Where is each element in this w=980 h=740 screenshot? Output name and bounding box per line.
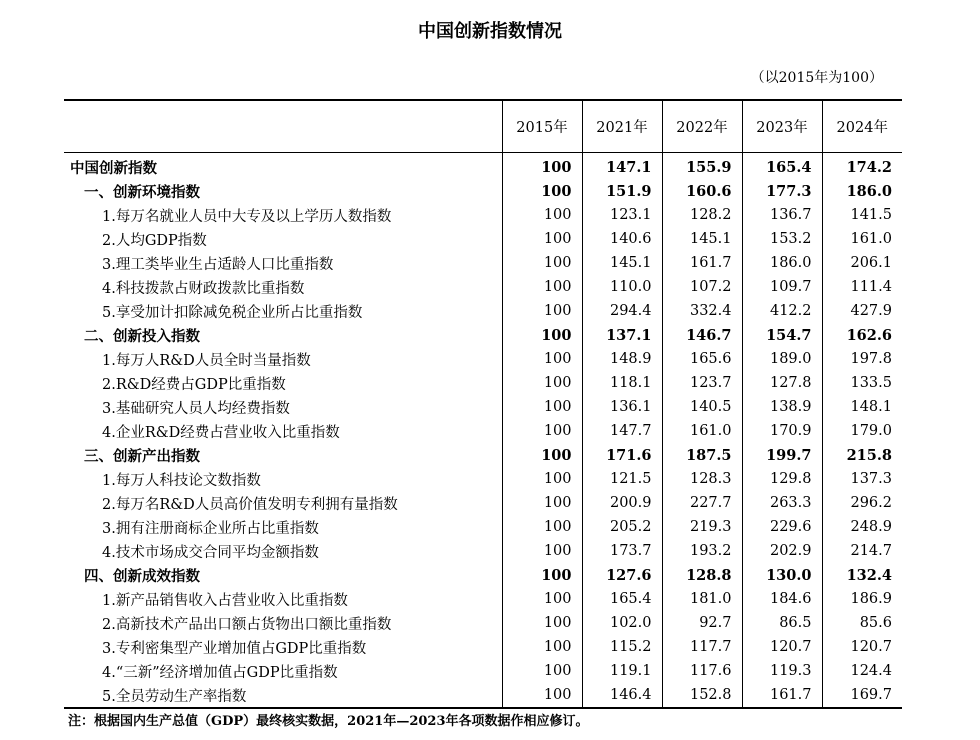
value-cell: 296.2: [822, 491, 902, 515]
value-cell: 117.6: [662, 659, 742, 683]
table-row: [64, 635, 902, 659]
value-cell: 202.9: [742, 539, 822, 563]
value-cell: 100: [502, 539, 582, 563]
value-cell: 174.2: [822, 153, 902, 180]
table-row: [64, 179, 902, 203]
header-year: 2015年: [502, 101, 582, 153]
value-cell: 248.9: [822, 515, 902, 539]
value-cell: 140.5: [662, 395, 742, 419]
table-row: [64, 227, 902, 251]
value-cell: 124.4: [822, 659, 902, 683]
value-cell: 147.7: [582, 419, 662, 443]
value-cell: 145.1: [582, 251, 662, 275]
value-cell: 427.9: [822, 299, 902, 323]
value-cell: 111.4: [822, 275, 902, 299]
header-year: 2022年: [662, 101, 742, 153]
value-cell: 138.9: [742, 395, 822, 419]
value-cell: 154.7: [742, 323, 822, 347]
value-cell: 186.9: [822, 587, 902, 611]
table-row: [64, 587, 902, 611]
row-label: 4.企业R&D经费占营业收入比重指数: [102, 424, 340, 441]
row-label: 4.科技拨款占财政拨款比重指数: [102, 280, 305, 297]
value-cell: 119.3: [742, 659, 822, 683]
row-label: 一、创新环境指数: [84, 183, 200, 201]
value-cell: 169.7: [822, 683, 902, 707]
value-cell: 100: [502, 153, 582, 180]
value-cell: 229.6: [742, 515, 822, 539]
value-cell: 161.7: [742, 683, 822, 707]
value-cell: 86.5: [742, 611, 822, 635]
value-cell: 107.2: [662, 275, 742, 299]
table-row: [64, 539, 902, 563]
row-label: 5.享受加计扣除减免税企业所占比重指数: [102, 304, 363, 321]
value-cell: 102.0: [582, 611, 662, 635]
table-row: [64, 683, 902, 707]
row-label: 1.每万人R&D人员全时当量指数: [102, 352, 311, 369]
row-label: 四、创新成效指数: [84, 567, 200, 585]
row-label: 3.专利密集型产业增加值占GDP比重指数: [102, 640, 367, 657]
value-cell: 160.6: [662, 179, 742, 203]
value-cell: 294.4: [582, 299, 662, 323]
table-row: [64, 491, 902, 515]
value-cell: 141.5: [822, 203, 902, 227]
value-cell: 197.8: [822, 347, 902, 371]
value-cell: 153.2: [742, 227, 822, 251]
value-cell: 165.6: [662, 347, 742, 371]
value-cell: 412.2: [742, 299, 822, 323]
value-cell: 127.8: [742, 371, 822, 395]
value-cell: 109.7: [742, 275, 822, 299]
value-cell: 137.3: [822, 467, 902, 491]
value-cell: 186.0: [742, 251, 822, 275]
page-title: 中国创新指数情况: [418, 21, 562, 42]
value-cell: 128.8: [662, 563, 742, 587]
row-label: 1.每万名就业人员中大专及以上学历人数指数: [102, 208, 392, 225]
value-cell: 179.0: [822, 419, 902, 443]
value-cell: 100: [502, 251, 582, 275]
row-label: 二、创新投入指数: [84, 327, 200, 345]
table-row: [64, 515, 902, 539]
table-header-row: [64, 101, 902, 153]
value-cell: 92.7: [662, 611, 742, 635]
value-cell: 117.7: [662, 635, 742, 659]
value-cell: 332.4: [662, 299, 742, 323]
value-cell: 128.2: [662, 203, 742, 227]
table-row: [64, 153, 902, 180]
row-label: 4.“三新”经济增加值占GDP比重指数: [102, 664, 338, 681]
value-cell: 118.1: [582, 371, 662, 395]
innovation-index-table: [64, 101, 902, 707]
base-year-note: （以2015年为100）: [750, 70, 883, 86]
value-cell: 184.6: [742, 587, 822, 611]
table-row: [64, 203, 902, 227]
table-row: [64, 371, 902, 395]
value-cell: 100: [502, 563, 582, 587]
value-cell: 147.1: [582, 153, 662, 180]
value-cell: 173.7: [582, 539, 662, 563]
value-cell: 100: [502, 179, 582, 203]
value-cell: 187.5: [662, 443, 742, 467]
table-row: [64, 395, 902, 419]
value-cell: 137.1: [582, 323, 662, 347]
row-label: 2.R&D经费占GDP比重指数: [102, 376, 286, 393]
value-cell: 161.7: [662, 251, 742, 275]
value-cell: 263.3: [742, 491, 822, 515]
table-row: [64, 467, 902, 491]
value-cell: 85.6: [822, 611, 902, 635]
value-cell: 161.0: [662, 419, 742, 443]
value-cell: 100: [502, 323, 582, 347]
table-row: [64, 659, 902, 683]
row-label: 3.拥有注册商标企业所占比重指数: [102, 520, 319, 537]
value-cell: 136.1: [582, 395, 662, 419]
value-cell: 121.5: [582, 467, 662, 491]
value-cell: 214.7: [822, 539, 902, 563]
row-label: 1.每万人科技论文数指数: [102, 472, 261, 489]
value-cell: 100: [502, 299, 582, 323]
value-cell: 165.4: [582, 587, 662, 611]
table-row: [64, 611, 902, 635]
value-cell: 100: [502, 515, 582, 539]
table-row: [64, 563, 902, 587]
header-year: 2021年: [582, 101, 662, 153]
value-cell: 100: [502, 395, 582, 419]
value-cell: 181.0: [662, 587, 742, 611]
row-label: 5.全员劳动生产率指数: [102, 688, 247, 705]
value-cell: 123.1: [582, 203, 662, 227]
value-cell: 132.4: [822, 563, 902, 587]
table-row: [64, 275, 902, 299]
value-cell: 200.9: [582, 491, 662, 515]
value-cell: 100: [502, 611, 582, 635]
value-cell: 171.6: [582, 443, 662, 467]
value-cell: 100: [502, 467, 582, 491]
value-cell: 127.6: [582, 563, 662, 587]
value-cell: 170.9: [742, 419, 822, 443]
value-cell: 100: [502, 275, 582, 299]
value-cell: 215.8: [822, 443, 902, 467]
table-row: [64, 419, 902, 443]
row-label: 2.高新技术产品出口额占货物出口额比重指数: [102, 616, 392, 633]
value-cell: 100: [502, 491, 582, 515]
row-label: 中国创新指数: [70, 159, 157, 177]
value-cell: 110.0: [582, 275, 662, 299]
header-label-cell: [64, 101, 502, 153]
value-cell: 115.2: [582, 635, 662, 659]
row-label: 1.新产品销售收入占营业收入比重指数: [102, 592, 348, 609]
value-cell: 100: [502, 371, 582, 395]
value-cell: 162.6: [822, 323, 902, 347]
value-cell: 133.5: [822, 371, 902, 395]
value-cell: 100: [502, 587, 582, 611]
value-cell: 146.4: [582, 683, 662, 707]
value-cell: 199.7: [742, 443, 822, 467]
value-cell: 177.3: [742, 179, 822, 203]
table-body: [64, 153, 902, 708]
row-label: 3.基础研究人员人均经费指数: [102, 400, 290, 417]
value-cell: 227.7: [662, 491, 742, 515]
value-cell: 129.8: [742, 467, 822, 491]
value-cell: 120.7: [822, 635, 902, 659]
row-label: 3.理工类毕业生占适龄人口比重指数: [102, 256, 334, 273]
row-label: 4.技术市场成交合同平均金额指数: [102, 544, 319, 561]
value-cell: 119.1: [582, 659, 662, 683]
value-cell: 152.8: [662, 683, 742, 707]
value-cell: 123.7: [662, 371, 742, 395]
value-cell: 128.3: [662, 467, 742, 491]
value-cell: 193.2: [662, 539, 742, 563]
value-cell: 100: [502, 227, 582, 251]
table-row: [64, 251, 902, 275]
value-cell: 189.0: [742, 347, 822, 371]
table-row: [64, 347, 902, 371]
value-cell: 206.1: [822, 251, 902, 275]
value-cell: 205.2: [582, 515, 662, 539]
index-table-container: [64, 99, 902, 709]
value-cell: 186.0: [822, 179, 902, 203]
value-cell: 120.7: [742, 635, 822, 659]
value-cell: 151.9: [582, 179, 662, 203]
row-label: 2.人均GDP指数: [102, 232, 207, 249]
value-cell: 100: [502, 419, 582, 443]
value-cell: 219.3: [662, 515, 742, 539]
value-cell: 130.0: [742, 563, 822, 587]
value-cell: 100: [502, 683, 582, 707]
row-label: 2.每万名R&D人员高价值发明专利拥有量指数: [102, 496, 398, 513]
footnote: 注：根据国内生产总值（GDP）最终核实数据，2021年—2023年各项数据作相应修订。: [68, 714, 589, 729]
value-cell: 100: [502, 203, 582, 227]
value-cell: 155.9: [662, 153, 742, 180]
value-cell: 100: [502, 635, 582, 659]
value-cell: 148.1: [822, 395, 902, 419]
value-cell: 100: [502, 659, 582, 683]
value-cell: 140.6: [582, 227, 662, 251]
value-cell: 136.7: [742, 203, 822, 227]
value-cell: 145.1: [662, 227, 742, 251]
header-year: 2023年: [742, 101, 822, 153]
table-row: [64, 323, 902, 347]
value-cell: 100: [502, 443, 582, 467]
value-cell: 165.4: [742, 153, 822, 180]
row-label: 三、创新产出指数: [84, 447, 200, 465]
table-row: [64, 443, 902, 467]
value-cell: 148.9: [582, 347, 662, 371]
value-cell: 161.0: [822, 227, 902, 251]
value-cell: 100: [502, 347, 582, 371]
header-year: 2024年: [822, 101, 902, 153]
value-cell: 146.7: [662, 323, 742, 347]
table-row: [64, 299, 902, 323]
